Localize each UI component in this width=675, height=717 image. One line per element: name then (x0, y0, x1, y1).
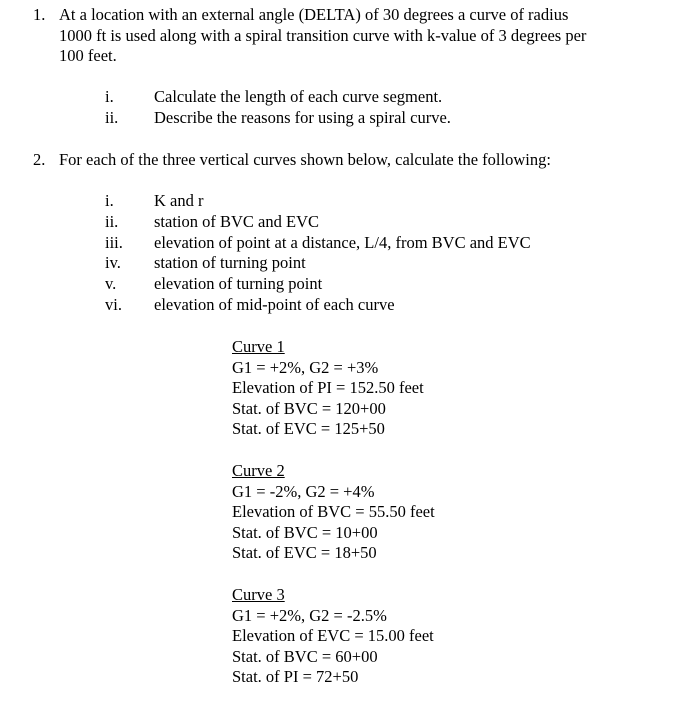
question-2-item (0, 233, 675, 254)
question-1-item (0, 108, 675, 129)
question-1-item-text: Describe the reasons for using a spiral curve. (154, 108, 451, 127)
curve-station: Stat. of PI = 72+50 (232, 667, 359, 686)
question-2-item-text: K and r (154, 191, 204, 210)
curve-title: Curve 1 (232, 337, 285, 356)
question-2-item-text: station of BVC and EVC (154, 212, 319, 231)
curve-title: Curve 3 (232, 585, 285, 604)
curve-grades: G1 = +2%, G2 = +3% (232, 357, 379, 377)
curve-1-block (232, 337, 424, 440)
question-2-item-text: elevation of point at a distance, L/4, from BVC and EVC (154, 233, 531, 252)
question-2-item (0, 274, 675, 295)
roman-numeral: iii. (105, 233, 123, 252)
roman-numeral: ii. (105, 108, 119, 127)
question-1-line: 100 feet. (59, 46, 117, 65)
curve-station: Stat. of BVC = 10+00 (232, 522, 378, 542)
question-2-item (0, 191, 675, 212)
question-1-line: At a location with an external angle (DELTA) of 30 degrees a curve of radius (59, 5, 569, 24)
curve-2-block (232, 461, 435, 564)
roman-numeral: vi. (105, 295, 122, 314)
curve-3-block (232, 585, 434, 688)
curve-grades: G1 = +2%, G2 = -2.5% (232, 605, 387, 625)
question-1-line: 1000 ft is used along with a spiral transition curve with k-value of 3 degrees per (59, 25, 587, 45)
roman-numeral: i. (105, 87, 114, 106)
curve-elevation: Elevation of PI = 152.50 feet (232, 378, 424, 397)
question-2-item-text: elevation of mid-point of each curve (154, 295, 395, 314)
question-2-item (0, 253, 675, 274)
curve-elevation: Elevation of BVC = 55.50 feet (232, 502, 435, 521)
roman-numeral: i. (105, 191, 114, 210)
question-2-item-text: elevation of turning point (154, 274, 323, 293)
curve-station: Stat. of EVC = 18+50 (232, 543, 377, 562)
roman-numeral: iv. (105, 253, 121, 272)
curve-elevation: Elevation of EVC = 15.00 feet (232, 626, 434, 645)
question-2-item (0, 295, 675, 316)
question-2-item-text: station of turning point (154, 253, 306, 272)
curve-title: Curve 2 (232, 461, 285, 480)
question-1-text (59, 5, 649, 67)
question-2-number: 2. (33, 150, 46, 169)
question-1-item-text: Calculate the length of each curve segment. (154, 87, 443, 106)
question-1-item (0, 87, 675, 108)
curve-station: Stat. of BVC = 120+00 (232, 398, 386, 418)
question-2-text: For each of the three vertical curves shown below, calculate the following: (59, 150, 551, 169)
roman-numeral: v. (105, 274, 117, 293)
curve-grades: G1 = -2%, G2 = +4% (232, 481, 375, 501)
curve-station: Stat. of BVC = 60+00 (232, 646, 378, 666)
question-1-number: 1. (33, 5, 46, 24)
question-2-item (0, 212, 675, 233)
curve-station: Stat. of EVC = 125+50 (232, 419, 385, 438)
roman-numeral: ii. (105, 212, 119, 231)
